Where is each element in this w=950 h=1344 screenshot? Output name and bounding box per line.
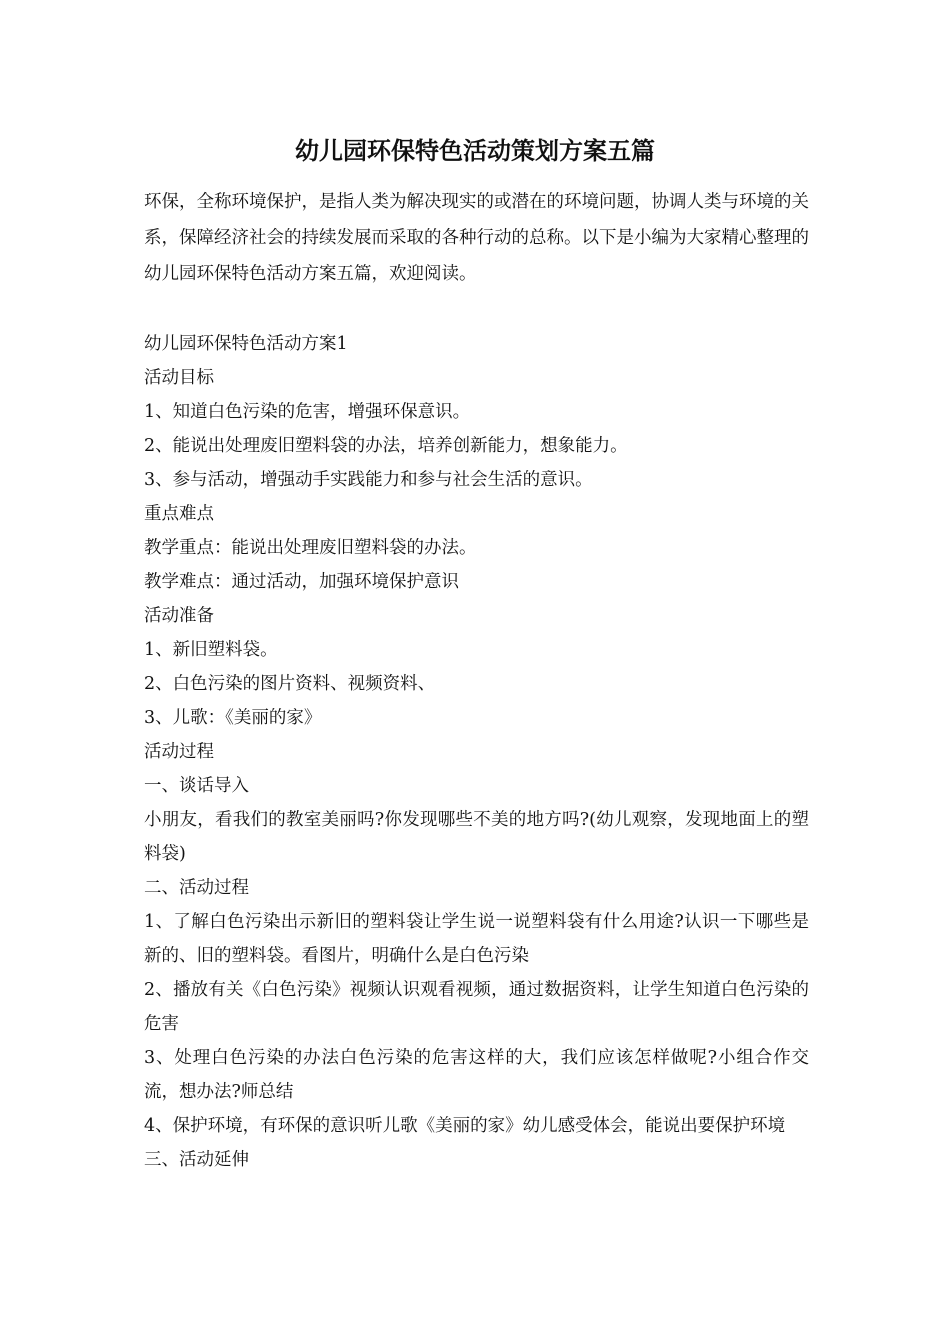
heading-activity-goals: 活动目标	[144, 368, 214, 388]
section-heading-plan-1: 幼儿园环保特色活动方案1	[144, 334, 348, 354]
teaching-key-point: 教学重点：能说出处理废旧塑料袋的办法。	[144, 538, 477, 558]
heading-key-points: 重点难点	[144, 504, 214, 524]
goal-item-1: 1、知道白色污染的危害，增强环保意识。	[144, 402, 471, 422]
goal-item-2: 2、能说出处理废旧塑料袋的办法，培养创新能力，想象能力。	[144, 436, 628, 456]
process-intro-paragraph: 小朋友，看我们的教室美丽吗?你发现哪些不美的地方吗?(幼儿观察，发现地面上的塑料袋)	[144, 810, 809, 864]
preparation-item-2: 2、白色污染的图片资料、视频资料、	[144, 674, 436, 694]
heading-process: 活动过程	[144, 742, 214, 762]
process-activity-item-1: 1、了解白色污染出示新旧的塑料袋让学生说一说塑料袋有什么用途?认识一下哪些是新的、旧的塑料袋。看图片，明确什么是白色污染	[144, 912, 809, 966]
teaching-difficulty: 教学难点：通过活动，加强环境保护意识	[144, 572, 459, 592]
document-body	[144, 327, 809, 1177]
process-step-activity-heading: 二、活动过程	[144, 878, 249, 898]
heading-preparation: 活动准备	[144, 606, 214, 626]
process-activity-item-4: 4、保护环境，有环保的意识听儿歌《美丽的家》幼儿感受体会，能说出要保护环境	[144, 1116, 786, 1136]
process-step-extension-heading: 三、活动延伸	[144, 1150, 249, 1170]
process-activity-item-3: 3、处理白色污染的办法白色污染的危害这样的大，我们应该怎样做呢?小组合作交流，想办法?师总结	[144, 1048, 809, 1102]
process-step-intro-heading: 一、谈话导入	[144, 776, 249, 796]
preparation-item-3: 3、儿歌：《美丽的家》	[144, 708, 322, 728]
intro-paragraph: 环保，全称环境保护，是指人类为解决现实的或潜在的环境问题，协调人类与环境的关系，保障经济社会的持续发展而采取的各种行动的总称。以下是小编为大家精心整理的幼儿园环保特色活动方案五篇，欢迎阅读。	[144, 192, 809, 284]
process-activity-item-2: 2、播放有关《白色污染》视频认识观看视频，通过数据资料，让学生知道白色污染的危害	[144, 980, 809, 1034]
goal-item-3: 3、参与活动，增强动手实践能力和参与社会生活的意识。	[144, 470, 593, 490]
document-title: 幼儿园环保特色活动策划方案五篇	[295, 136, 655, 165]
preparation-item-1: 1、新旧塑料袋。	[144, 640, 278, 660]
